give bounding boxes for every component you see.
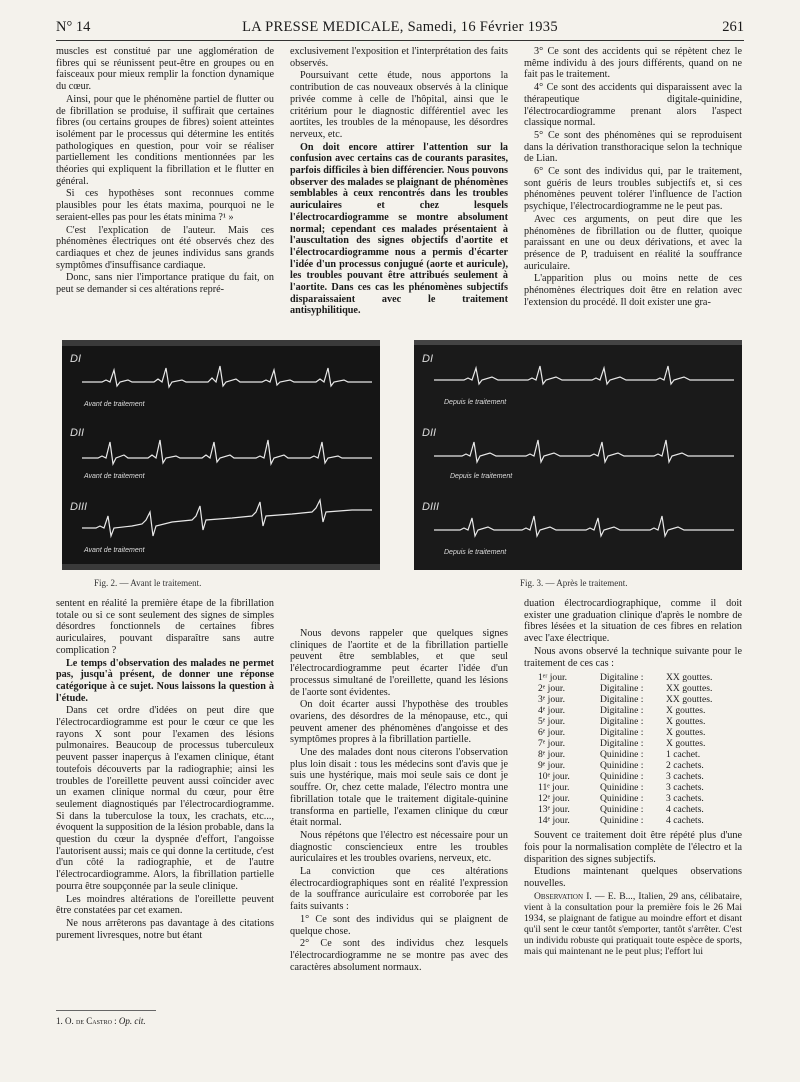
lead-label: DII (70, 427, 85, 439)
schedule-medication: Quinidine : (600, 815, 644, 827)
lead-note: Depuis le traitement (444, 399, 507, 406)
paragraph: Souvent ce traitement doit être répété plus d'une fois pour la normalisation complète de l'électro et la disparition des signes subjectifs. (524, 830, 742, 865)
paragraph: 3° Ce sont des accidents qui se répètent chez le même individu à des jours différents, quand on ne fait pas le traitement. (524, 46, 742, 81)
schedule-medication: Quinidine : (600, 782, 644, 794)
schedule-medication: Quinidine : (600, 760, 644, 772)
schedule-row (538, 716, 742, 727)
column-3-top (524, 46, 742, 318)
column-2-top (290, 46, 508, 318)
schedule-medication: Quinidine : (600, 804, 644, 816)
page-number: 261 (722, 19, 744, 35)
lead-note: Avant de traitement (84, 547, 145, 554)
paragraph: Poursuivant cette étude, nous apportons la contribution de cas nouveaux observés à la clinique privée comme à celle de l'hôpital, ainsi que le critérium pour le diagnostic différentiel avec les aortites, les troubles de la ménopause, les désordres nerveux, etc. (290, 70, 508, 140)
schedule-medication: Digitaline : (600, 705, 644, 717)
header-rule (56, 40, 744, 41)
treatment-schedule (538, 672, 742, 826)
schedule-day: 1ᵉʳ jour. (538, 672, 568, 684)
paragraph: 1° Ce sont des individus qui se plaignent de quelque chose. (290, 913, 508, 937)
schedule-medication: Digitaline : (600, 727, 644, 739)
schedule-row (538, 804, 742, 815)
schedule-dose: X gouttes. (666, 705, 706, 717)
schedule-day: 12ᵉ jour. (538, 793, 570, 805)
footnote (56, 1016, 146, 1026)
schedule-dose: 4 cachets. (666, 804, 704, 816)
schedule-medication: Quinidine : (600, 749, 644, 761)
figure-3-ecg (414, 340, 742, 570)
schedule-row (538, 705, 742, 716)
schedule-day: 8ᵉ jour. (538, 749, 565, 761)
schedule-row (538, 793, 742, 804)
lead-label: DIII (422, 501, 440, 513)
schedule-row (538, 749, 742, 760)
schedule-day: 4ᵉ jour. (538, 705, 565, 717)
schedule-dose: 2 cachets. (666, 760, 704, 772)
lead-note: Depuis le traitement (444, 549, 507, 556)
schedule-row (538, 727, 742, 738)
schedule-row (538, 694, 742, 705)
schedule-day: 10ᵉ jour. (538, 771, 570, 783)
schedule-day: 2ᵉ jour. (538, 683, 565, 695)
paragraph: L'apparition plus ou moins nette de ces phénomènes électriques doit être en relation avec l'extension du procédé. Il doit exister une gra- (524, 273, 742, 308)
schedule-day: 9ᵉ jour. (538, 760, 565, 772)
lead-label: DI (70, 353, 81, 365)
column-1-bottom (56, 598, 274, 1002)
schedule-dose: 3 cachets. (666, 793, 704, 805)
schedule-medication: Digitaline : (600, 738, 644, 750)
lead-label: DIII (70, 501, 88, 513)
paragraph: 6° Ce sont des individus qui, par le traitement, sont guéris de leurs troubles subjectifs et, si ces phénomènes peuvent tolérer l'influence de l'action psychique, l'électrocardiogramme ne le peut pas. (524, 166, 742, 213)
paragraph: exclusivement l'exposition et l'interprétation des faits observés. (290, 46, 508, 69)
column-1-top (56, 46, 274, 318)
footnote-text: Op. cit. (116, 1016, 146, 1026)
schedule-day: 3ᵉ jour. (538, 694, 565, 706)
schedule-row (538, 738, 742, 749)
column-2-bottom (290, 628, 508, 1008)
paragraph: Les moindres altérations de l'oreillette peuvent être constatées par cet examen. (56, 893, 274, 917)
paragraph: duation électrocardiographique, comme il doit exister une graduation clinique d'après le nombre de fibres lésées et la situation de ces fibres en relation avec l'axe électrique. (524, 598, 742, 645)
schedule-day: 7ᵉ jour. (538, 738, 565, 750)
schedule-dose: X gouttes. (666, 716, 706, 728)
paragraph: Dans cet ordre d'idées on peut dire que l'électrocardiogramme est pour le cœur ce que les rayons X sont pour l'examen des lésions pulmonaires. Beaucoup de processus tuberculeux peuvent passer inaperçus à l'examen clinique, étant toutefois découverts par la radiographie; ainsi les troubles de l'oreillette peuvent aussi coïncider avec un examen clinique normal du cœur, pour être seulement diagnostiqués par l'électrocardiogramme. Si dans la tuberculose la toux, les crachats, etc..., évoquent la supposition de la lésion probable, dans la question du cœur la dyspnée d'effort, l'angoisse l'autorisent aussi; mais ce qui donne la certitude, c'est d'un côté la radiographie, et de l'autre l'électrocardiogramme. Alors, la fibrillation partielle pourra être soupçonnée par la seule clinique. (56, 705, 274, 892)
schedule-medication: Digitaline : (600, 672, 644, 684)
footnote-rule (56, 1010, 156, 1011)
paragraph: Une des malades dont nous citerons l'observation plus loin disait : tous les médecins sont d'avis que je suis une hystérique, mais moi seule sais ce dont je souffre. Or, chez cette malade, l'électro montra une fibrillation totale que le traitement digitale-quinine transforma en partielle, l'examen clinique du cœur était normal. (290, 747, 508, 829)
schedule-row (538, 782, 742, 793)
schedule-day: 6ᵉ jour. (538, 727, 565, 739)
paragraph: 2° Ce sont des individus chez lesquels l'électrocardiogramme ne se montre pas avec des caractères absolument normaux. (290, 938, 508, 973)
lead-note: Depuis le traitement (450, 473, 513, 480)
schedule-row (538, 771, 742, 782)
paragraph: On doit encore attirer l'attention sur la confusion avec certains cas de courants parasites, parfois difficiles à bien différencier. Nous pouvons observer des malades se plaignant de phénomènes semblables à ceux rencontrés dans les troubles auriculaires et chez lesquels l'électrocardiogramme se montre absolument normal; cependant ces malades présentaient à l'auscultation des signes objectifs d'aortite et l'électrocardiogramme nous a permis d'écarter l'idée d'un processus conjugué (aorte et auricule), les troubles pouvant être attribués seulement à l'aortite. Dans ces cas les phénomènes subjectifs disparaissaient avec le traitement antisyphilitique. (290, 141, 508, 317)
schedule-row (538, 683, 742, 694)
figure-3-caption: Fig. 3. — Après le traitement. (520, 578, 628, 588)
lead-label: DI (422, 353, 433, 365)
schedule-dose: X gouttes. (666, 738, 706, 750)
schedule-dose: XX gouttes. (666, 683, 713, 695)
schedule-medication: Quinidine : (600, 793, 644, 805)
paragraph: Ainsi, pour que le phénomène partiel de flutter ou de fibrillation se produise, il suffirait que certaines fibres (ou certains groupes de fibres) soient atteintes isolément par le processus qui détermine les entités pathologiques en question, pour voir se réaliser partiellement les conditions mentionnées par les théories qui expliquent la fibrillation et le flutter en général. (56, 93, 274, 187)
figure-2-ecg (62, 340, 380, 570)
observation-text: — E. B..., Italien, 29 ans, célibataire, vient à la consultation pour la première fois le 26 Mai 1934, se plaignant de fatigue au moindre effort et disant qu'il sent le cœur tantôt s'emporter, tantôt s'arrêter. C'est un individu robuste qui pratiquait toute espèce de sports, mais qui maintenant ne le peut plus; l'effort lui (524, 890, 742, 957)
paragraph: Nous avons observé la technique suivante pour le traitement de ces cas : (524, 645, 742, 669)
figure-2-caption: Fig. 2. — Avant le traitement. (94, 578, 202, 588)
paragraph: C'est l'explication de l'auteur. Mais ces phénomènes électriques ont été observés chez des cardiaques et chez de jeunes individus sans grands symptômes d'insuffisance cardiaque. (56, 224, 274, 271)
schedule-row (538, 815, 742, 826)
paragraph: Nous répétons que l'électro est nécessaire pour un diagnostic consciencieux entre les troubles auriculaires et les troubles ovariens, nerveux, etc. (290, 829, 508, 865)
journal-title: LA PRESSE MEDICALE, Samedi, 16 Février 1935 (242, 19, 558, 35)
schedule-day: 13ᵉ jour. (538, 804, 570, 816)
schedule-dose: 4 cachets. (666, 815, 704, 827)
paragraph: Nous devons rappeler que quelques signes cliniques de l'aortite et de la fibrillation partielle peuvent être semblables, et que seul l'électrocardiogramme peut écarter l'idée d'un processus simultané de l'oreillette, quand les lésions de l'aorte sont évidentes. (290, 628, 508, 698)
schedule-day: 5ᵉ jour. (538, 716, 565, 728)
schedule-row (538, 672, 742, 683)
schedule-row (538, 760, 742, 771)
schedule-dose: XX gouttes. (666, 694, 713, 706)
schedule-dose: 3 cachets. (666, 771, 704, 783)
paragraph: Avec ces arguments, on peut dire que les phénomènes de fibrillation ou de flutter, quoique paraissant en une ou deux dérivations, et avec la présence de P, traduisent en réalité la souffrance auriculaire. (524, 213, 742, 272)
schedule-dose: X gouttes. (666, 727, 706, 739)
schedule-dose: 1 cachet. (666, 749, 701, 761)
observation-label: Observation I. (534, 890, 592, 902)
lead-note: Avant de traitement (84, 401, 145, 408)
observation-paragraph (524, 891, 742, 957)
schedule-medication: Digitaline : (600, 716, 644, 728)
schedule-dose: XX gouttes. (666, 672, 713, 684)
paragraph: Le temps d'observation des malades ne permet pas, jusqu'à présent, de donner une réponse catégorique à ce sujet. Nous laissons la question à l'étude. (56, 657, 274, 704)
paragraph: Donc, sans nier l'importance pratique du fait, on peut se demander si ces altérations repré- (56, 272, 274, 296)
paragraph: muscles est constitué par une agglomération de fibres qui se réunissent peut-être en groupes ou en faisceaux pour mieux remplir la fonction dynamique du cœur. (56, 46, 274, 93)
footnote-label: 1. O. de Castro : (56, 1016, 117, 1026)
paragraph: Ne nous arrêterons pas davantage à des citations purement livresques, notre but étant (56, 917, 274, 941)
schedule-day: 14ᵉ jour. (538, 815, 570, 827)
paragraph: On doit écarter aussi l'hypothèse des troubles ovariens, des désordres de la ménopause, etc., qui peuvent amener des phénomènes d'angoisse et des symptômes propres à la fibrillation partielle. (290, 699, 508, 746)
lead-label: DII (422, 427, 437, 439)
paragraph: 5° Ce sont des phénomènes qui se reproduisent dans la dérivation transthoracique selon la technique de Lian. (524, 129, 742, 165)
paragraph: 4° Ce sont des accidents qui disparaissent avec la thérapeutique digitale-quinidine, l'électrocardiogramme prenant alors l'aspect classique normal. (524, 82, 742, 129)
schedule-day: 11ᵉ jour. (538, 782, 570, 794)
lead-note: Avant de traitement (84, 473, 145, 480)
schedule-medication: Digitaline : (600, 694, 644, 706)
schedule-dose: 3 cachets. (666, 782, 704, 794)
paragraph: Si ces hypothèses sont reconnues comme plausibles pour les états maxima, pourquoi ne le seraient-elles pas pour les états minima ?¹ » (56, 188, 274, 223)
column-3-bottom (524, 598, 742, 1058)
running-header (56, 14, 744, 40)
schedule-medication: Quinidine : (600, 771, 644, 783)
issue-number: N° 14 (56, 19, 91, 35)
paragraph: La conviction que ces altérations électrocardiographiques sont en réalité l'expression de la souffrance auriculaire est corroborée par les faits suivants : (290, 866, 508, 913)
paragraph: sentent en réalité la première étape de la fibrillation totale ou si ce sont seulement des signes de simples désordres fonctionnels de certaines fibres auriculaires, pouvant disparaître sans autre complication ? (56, 598, 274, 656)
schedule-medication: Digitaline : (600, 683, 644, 695)
paragraph: Etudions maintenant quelques observations nouvelles. (524, 866, 742, 890)
